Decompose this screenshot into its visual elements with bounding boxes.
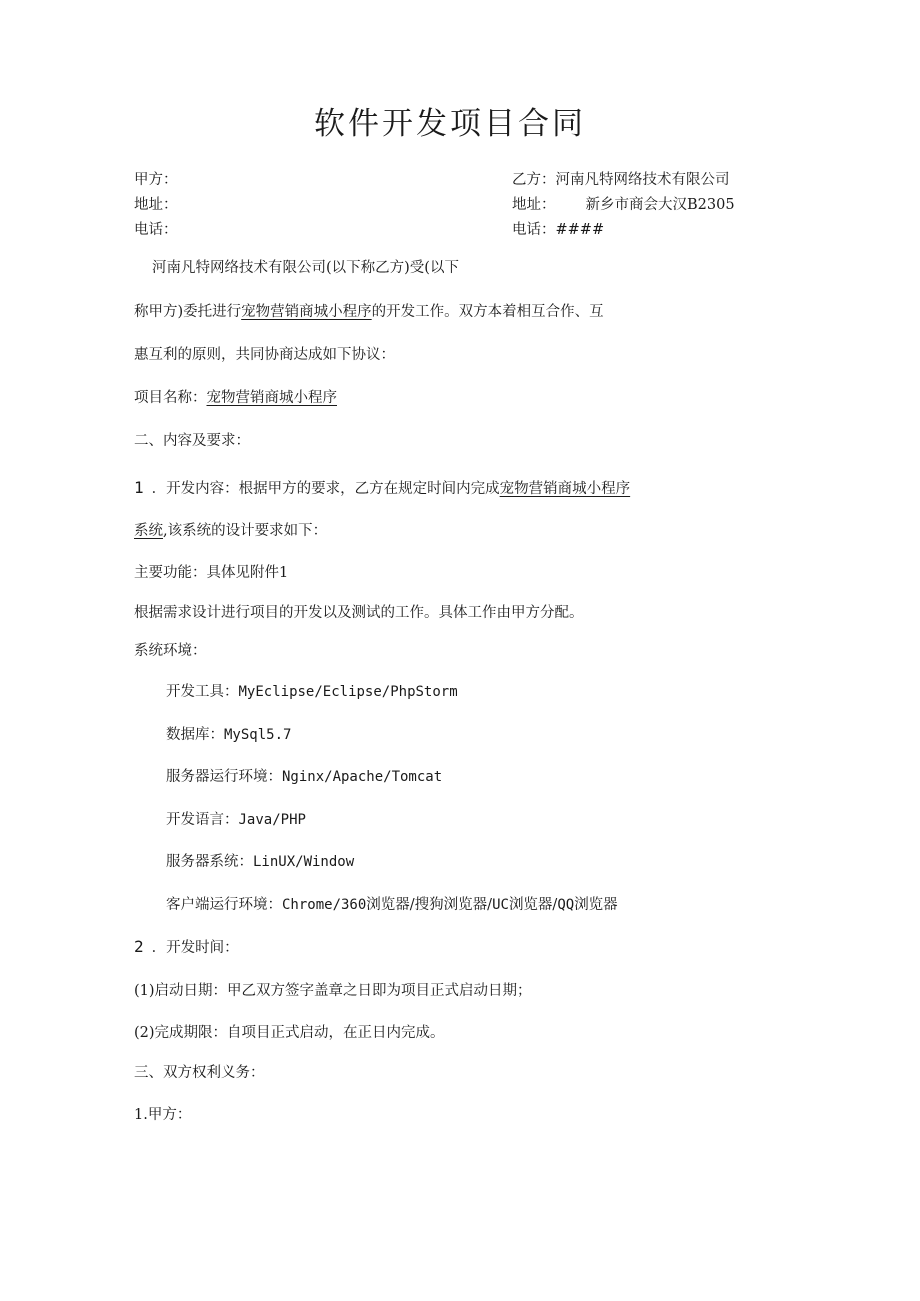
env-os-label: 服务器系统： xyxy=(166,854,253,870)
env-tools-line xyxy=(166,682,458,702)
finish-deadline-line: (2)完成期限：自项目正式启动，在正日内完成。 xyxy=(134,1025,445,1041)
env-client-qq: QQ xyxy=(557,897,575,913)
item-1-requirements: ,该系统的设计要求如下： xyxy=(163,523,328,539)
party-b-name: 河南凡特网络技术有限公司 xyxy=(555,172,730,188)
item-1-project: 宠物营销商城小程序 xyxy=(499,481,631,497)
item-1-line-2 xyxy=(134,521,327,541)
env-client-uc: UC xyxy=(492,897,509,913)
item-2-line xyxy=(134,937,239,958)
item-1-number: 1 xyxy=(134,478,144,497)
main-function-line: 主要功能：具体见附件1 xyxy=(134,565,289,581)
intro-text-b: 的开发工作。双方本着相互合作、互 xyxy=(371,304,604,320)
start-date-line: (1)启动日期：甲乙双方签字盖章之日即为项目正式启动日期； xyxy=(134,983,532,999)
project-name-label: 项目名称： xyxy=(134,390,207,406)
party-a-phone-label: 电话： xyxy=(134,222,178,238)
env-server-label: 服务器运行环境： xyxy=(166,769,282,785)
env-client-label: 客户端运行环境： xyxy=(166,897,282,913)
party-b-address-label: 地址： xyxy=(512,197,556,213)
env-client-chrome: Chrome/360 xyxy=(282,897,367,913)
project-name-line xyxy=(134,388,337,408)
env-server-line xyxy=(166,767,442,787)
intro-line-2 xyxy=(134,302,604,322)
env-os-line xyxy=(166,852,354,872)
project-name-value: 宠物营销商城小程序 xyxy=(206,390,337,406)
item-1-line-1 xyxy=(134,478,630,499)
section-2-heading: 二、内容及要求： xyxy=(134,433,250,449)
intro-line-3: 惠互利的原则，共同协商达成如下协议： xyxy=(134,347,395,363)
item-2-text: ．开发时间： xyxy=(151,940,239,956)
env-language-line xyxy=(166,810,306,830)
party-a-item: 1.甲方： xyxy=(134,1107,192,1123)
party-a-label: 甲方： xyxy=(134,172,178,188)
party-b-phone: #### xyxy=(555,222,605,238)
intro-text-a: 称甲方)委托进行 xyxy=(134,304,242,320)
party-b-phone-line xyxy=(512,220,604,240)
env-client-browser-2: 浏览器/ xyxy=(508,897,558,913)
env-language-label: 开发语言： xyxy=(166,812,239,828)
env-db-label: 数据库： xyxy=(166,727,224,743)
item-1-text: ．开发内容：根据甲方的要求，乙方在规定时间内完成 xyxy=(151,481,500,497)
env-server-value: Nginx/Apache/Tomcat xyxy=(282,769,443,785)
item-2-number: 2 xyxy=(134,937,144,956)
party-b-phone-label: 电话： xyxy=(512,222,556,238)
env-tools-label: 开发工具： xyxy=(166,684,239,700)
section-3-heading: 三、双方权利义务： xyxy=(134,1065,265,1081)
item-1-system: 系统 xyxy=(134,523,163,539)
intro-line-1: 河南凡特网络技术有限公司(以下称乙方)受(以下 xyxy=(152,260,459,276)
requirement-line: 根据需求设计进行项目的开发以及测试的工作。具体工作由甲方分配。 xyxy=(134,605,584,621)
party-b-label: 乙方： xyxy=(512,172,556,188)
intro-project-name: 宠物营销商城小程序 xyxy=(241,304,372,320)
document-title: 软件开发项目合同 xyxy=(314,106,586,142)
env-client-browsers: 浏览器/搜狗浏览器/ xyxy=(366,897,493,913)
party-a-address-label: 地址： xyxy=(134,197,178,213)
env-tools-value: MyEclipse/Eclipse/PhpStorm xyxy=(238,684,458,700)
party-b-line xyxy=(512,170,730,190)
env-language-value: Java/PHP xyxy=(238,812,306,828)
env-db-line xyxy=(166,725,291,745)
env-client-browser-3: 浏览器 xyxy=(574,897,618,913)
env-client-line xyxy=(166,895,618,915)
environment-label: 系统环境： xyxy=(134,643,207,659)
party-b-address: 新乡市商会大汉B2305 xyxy=(585,197,735,213)
env-db-value: MySql5.7 xyxy=(224,727,292,743)
party-b-address-line xyxy=(512,195,735,215)
env-os-value: LinUX/Window xyxy=(253,854,355,870)
